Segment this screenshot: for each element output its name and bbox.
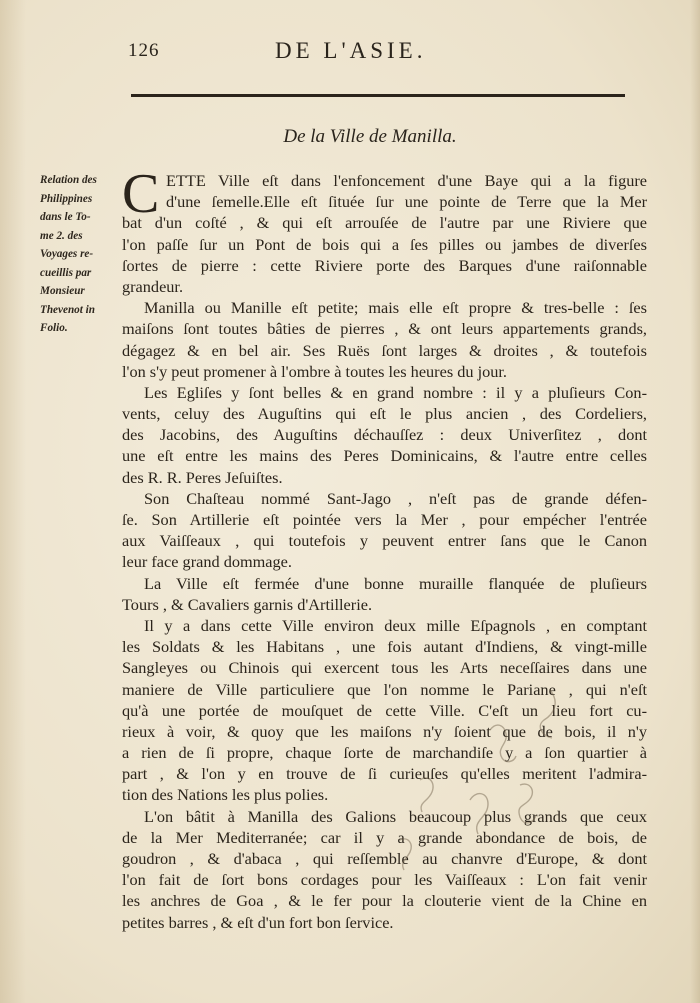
drop-cap: C [122, 163, 160, 225]
text-line: Il y a dans cette Ville environ deux mille Eſpagnols , en comptant [144, 615, 647, 635]
header-rule [131, 94, 625, 97]
text-line: les anchres de Goa , & le fer pour la clouterie vient de la Chine en [122, 891, 647, 911]
text-line: l'on paſſe ſur un Pont de bois qui a ſes pilles ou jambes de diverſes [122, 234, 647, 254]
text-line: ETTE Ville eſt dans l'enfoncement d'une Baye qui a la figure [166, 171, 647, 190]
text-line: rieux à voir, & quoy que les maiſons n'y ſoient que de bois, il n'y [122, 721, 647, 741]
body-text [122, 170, 647, 933]
text-line: maniere de Ville particuliere que l'on nomme le Pariane , qui n'eſt [122, 679, 647, 699]
text-line: une eſt entre les mains des Peres Dominicains, & l'autre entre celles [122, 446, 647, 466]
text-line: vents, celuy des Auguſtins qui eſt le plus ancien , des Cordeliers, [122, 404, 647, 424]
text-line: petites barres , & eſt d'un fort bon ſervice. [122, 912, 394, 932]
text-line: des Jacobins, des Auguſtins déchauſſez : deux Univerſitez , dont [122, 425, 647, 445]
page-fold-edge [690, 0, 700, 1003]
margin-note-line: dans le To- [40, 211, 91, 223]
text-line: Son Chaſteau nommé Sant-Jago , n'eſt pas de grande défen- [144, 488, 647, 508]
page-edge-stain [0, 0, 26, 1003]
text-line: part , & l'on y en trouve de ſi curieuſes qu'elles meritent l'admira- [122, 764, 647, 784]
text-line: tion des Nations les plus polies. [122, 785, 329, 805]
margin-note-line: cueillis par [40, 266, 92, 279]
text-line: L'on bâtit à Manilla des Galions beaucoup plus grands que ceux [144, 806, 647, 826]
text-line: Les Egliſes y ſont belles & en grand nombre : il y a pluſieurs Con- [144, 382, 647, 402]
page-header [0, 40, 700, 70]
section-title: De la Ville de Manilla. [283, 126, 457, 147]
page-number: 126 [128, 40, 160, 61]
text-line: maiſons ſont toutes bâties de pierres , & ont leurs appartements grands, [122, 319, 647, 339]
text-line: bat d'un coſté , & qui eſt arrouſée de l'autre par une Riviere que [122, 213, 647, 233]
margin-note-line: me 2. des [40, 229, 83, 242]
margin-note-line: Monsieur [40, 285, 85, 297]
text-line: ſortes de pierre : cette Riviere porte des Barques d'une raiſonnable [122, 255, 647, 275]
margin-note-line: Voyages re- [40, 248, 94, 260]
text-line: goudron , & d'abaca , qui reſſemble au chanvre d'Europe, & dont [122, 849, 647, 868]
text-line: l'on fait de ſort bons cordages pour les Vaiſſeaux : L'on fait venir [122, 870, 647, 890]
text-line: La Ville eſt fermée d'une bonne muraille flanquée de pluſieurs [144, 573, 647, 593]
text-line: a rien de ſi propre, chaque ſorte de marchandiſe y a ſon quartier à [122, 743, 647, 763]
text-line: aux Vaiſſeaux , qui toutefois y peuvent entrer ſans que le Canon [122, 531, 647, 551]
text-line: ſe. Son Artillerie eſt pointée vers la Mer , pour empécher l'entrée [122, 510, 647, 529]
text-line: l'on s'y peut promener à l'ombre à toutes les heures du jour. [122, 361, 507, 381]
text-line: qu'à une portée de mouſquet de cette Ville. C'eſt un lieu fort cu- [122, 700, 647, 720]
text-line: Manilla ou Manille eſt petite; mais elle eſt propre & tres-belle : ſes [144, 298, 647, 318]
text-line: grandeur. [122, 276, 184, 296]
margin-note [40, 171, 126, 338]
running-title: DE L'ASIE. [275, 38, 427, 63]
text-line: des R. R. Peres Jeſuiſtes. [122, 467, 283, 487]
margin-note-line: Philippines [40, 192, 93, 205]
margin-note-line: Thevenot in [40, 303, 96, 316]
text-line: Sangleyes ou Chinois qui exercent tous les Arts neceſſaires dans une [122, 658, 647, 678]
text-line: de la Mer Mediterranée; car il y a grande abondance de bois, de [122, 827, 647, 847]
text-line: Tours , & Cavaliers garnis d'Artillerie. [122, 594, 373, 614]
text-line: les Soldats & les Habitans , une fois autant d'Indiens, & vingt-mille [122, 637, 647, 657]
text-line: d'une ſemelle.Elle eſt ſituée ſur une pointe de Terre que la Mer [166, 192, 647, 212]
margin-note-line: Folio. [40, 322, 68, 334]
text-line: leur face grand dommage. [122, 552, 292, 572]
margin-note-line: Relation des [40, 174, 97, 186]
text-line: dégagez & en bel air. Ses Ruës ſont larges & droites , & toutefois [122, 340, 647, 360]
